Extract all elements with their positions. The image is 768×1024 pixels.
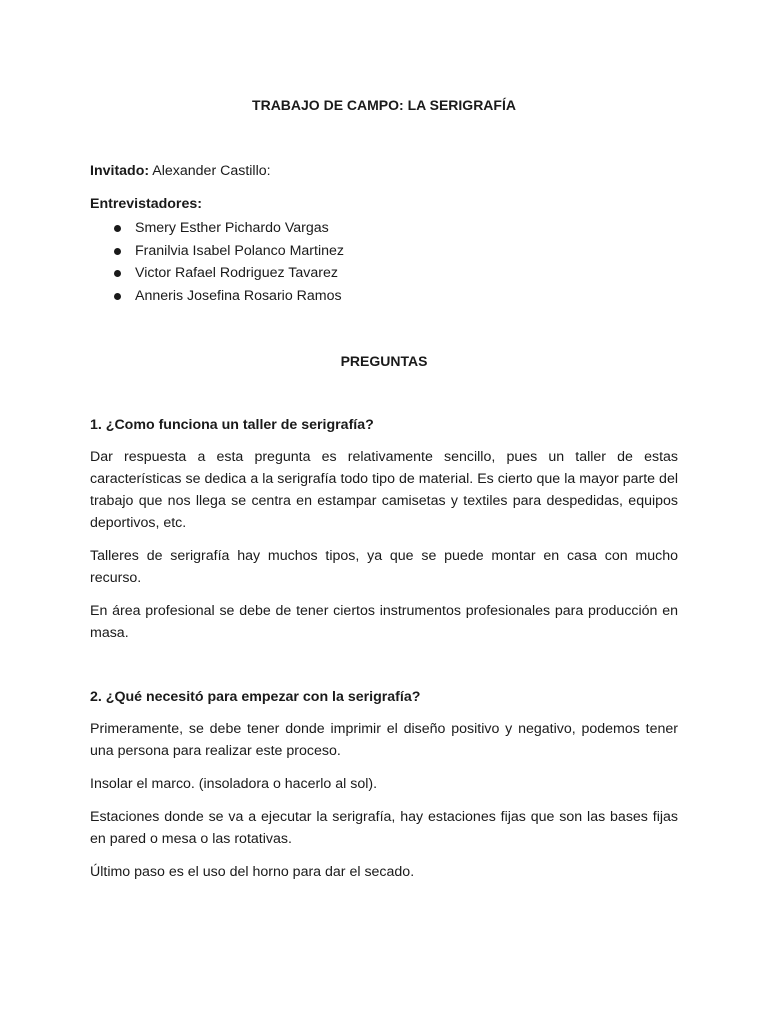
- interviewers-list: [90, 217, 678, 308]
- answer-paragraph: Talleres de serigrafía hay muchos tipos, ya que se puede montar en casa con mucho recurso.: [90, 547, 678, 586]
- interviewer-name: Franilvia Isabel Polanco Martinez: [135, 242, 344, 259]
- answer-paragraph: Último paso es el uso del horno para dar el secado.: [90, 863, 415, 880]
- bullet-icon: [114, 248, 121, 255]
- interviewer-item: [90, 262, 678, 285]
- question-section: [90, 414, 678, 644]
- guest-name: Alexander Castillo:: [149, 163, 271, 179]
- interviewer-name: Anneris Josefina Rosario Ramos: [135, 288, 342, 305]
- answer-paragraph: Estaciones donde se va a ejecutar la serigrafía, hay estaciones fijas que son las bases fijas en pared o mesa o las rotativas.: [90, 808, 678, 847]
- guest-label: Invitado:: [90, 163, 150, 179]
- question-title: 2. ¿Qué necesitó para empezar con la serigrafía?: [90, 688, 421, 705]
- answer-paragraph: Primeramente, se debe tener donde imprimir el diseño positivo y negativo, podemos tener una persona para realizar este proceso.: [90, 720, 678, 759]
- interviewer-name: Victor Rafael Rodriguez Tavarez: [135, 265, 338, 282]
- interviewers-line: [90, 193, 678, 215]
- answer-paragraph: En área profesional se debe de tener ciertos instrumentos profesionales para producción en masa.: [90, 602, 678, 641]
- interviewer-item: [90, 285, 678, 308]
- bullet-icon: [114, 270, 121, 277]
- interviewers-label: Entrevistadores:: [90, 196, 202, 212]
- question-section: [90, 686, 678, 883]
- interviewer-item: [90, 217, 678, 240]
- guest-line: [90, 160, 678, 182]
- bullet-icon: [114, 225, 121, 232]
- interviewer-name: Smery Esther Pichardo Vargas: [135, 220, 329, 236]
- answer-paragraph: Insolar el marco. (insoladora o hacerlo al sol).: [90, 775, 378, 792]
- bullet-icon: [114, 293, 121, 300]
- questions-heading: PREGUNTAS: [340, 352, 428, 369]
- document-title: TRABAJO DE CAMPO: LA SERIGRAFÍA: [252, 97, 516, 113]
- interviewer-item: [90, 240, 678, 263]
- document-body: [90, 94, 678, 894]
- question-title: 1. ¿Como funciona un taller de serigrafía?: [90, 416, 374, 433]
- answer-paragraph: Dar respuesta a esta pregunta es relativamente sencillo, pues un taller de estas características se dedica a la serigrafía todo tipo de material. Es cierto que la mayor parte del trabajo que nos llega se centra en estampar camisetas y textiles para despedidas, equipos deportivos, etc.: [90, 448, 678, 531]
